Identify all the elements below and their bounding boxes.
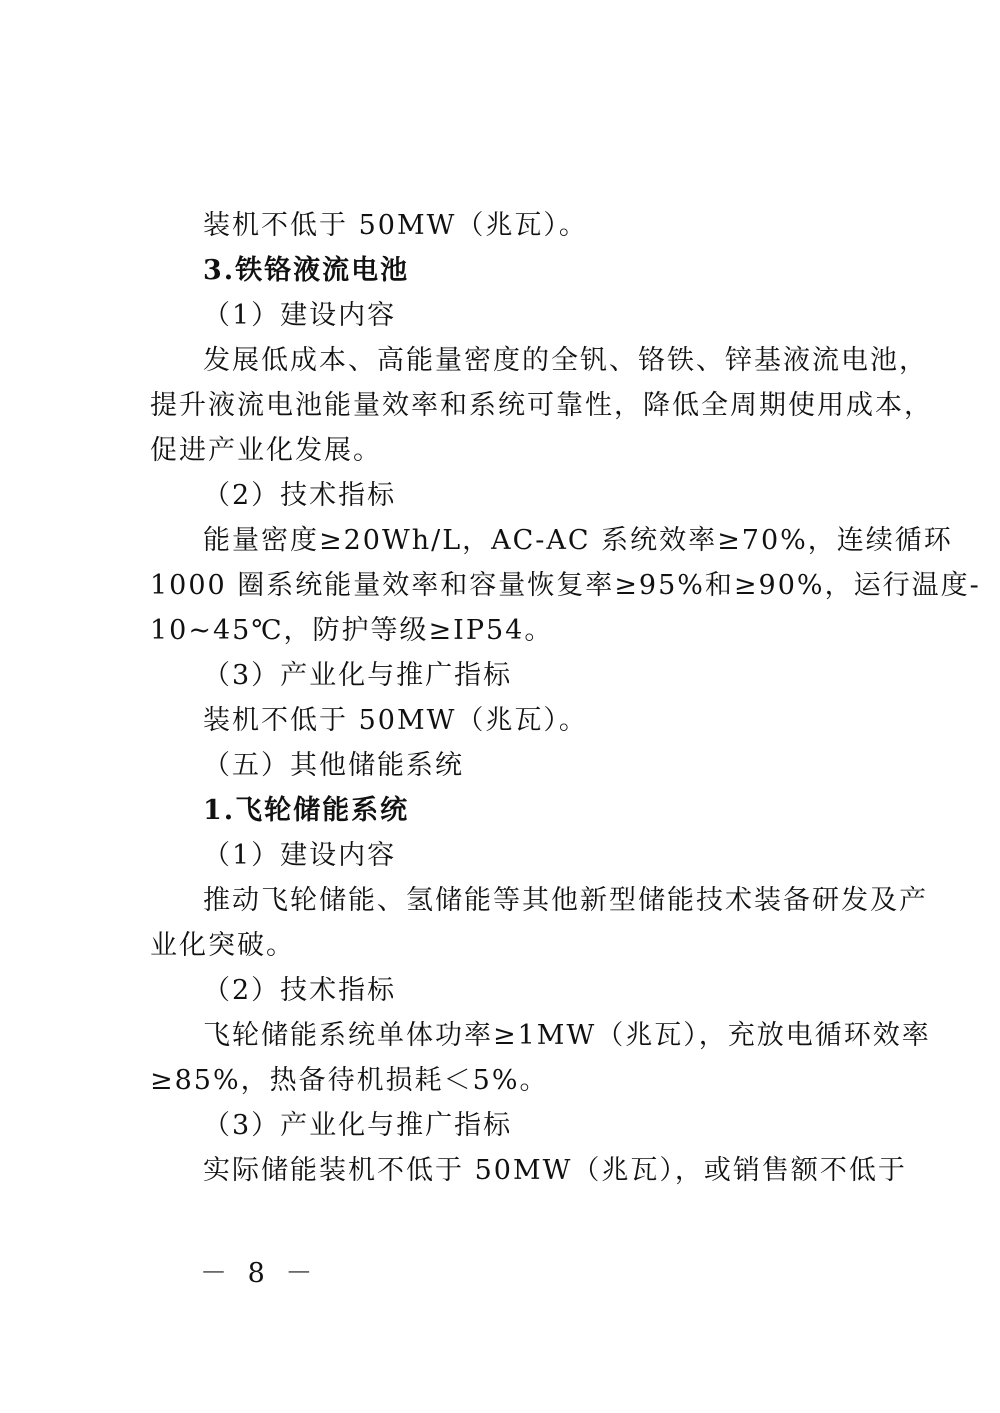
section-heading: 1.飞轮储能系统: [203, 795, 410, 826]
text-line: 业化突破。: [150, 930, 295, 961]
section-heading: 3.铁铬液流电池: [203, 255, 410, 286]
text-line: 实际储能装机不低于 50MW（兆瓦），或销售额不低于: [203, 1155, 907, 1186]
text-line: 装机不低于 50MW（兆瓦）。: [203, 705, 588, 736]
text-line: 发展低成本、高能量密度的全钒、铬铁、锌基液流电池，: [203, 345, 928, 376]
subsection-heading: （2）技术指标: [203, 480, 397, 511]
subsection-heading: （3）产业化与推广指标: [203, 660, 513, 691]
text-line: ≥85%，热备待机损耗＜5%。: [150, 1065, 549, 1096]
text-line: 推动飞轮储能、氢储能等其他新型储能技术装备研发及产: [203, 885, 928, 916]
text-line: 10~45℃，防护等级≥IP54。: [150, 615, 554, 646]
subsection-heading: （2）技术指标: [203, 975, 397, 1006]
text-line: 飞轮储能系统单体功率≥1MW（兆瓦），充放电循环效率: [203, 1020, 931, 1051]
subsection-heading: （1）建设内容: [203, 300, 397, 331]
text-line: 促进产业化发展。: [150, 435, 382, 466]
text-line: 提升液流电池能量效率和系统可靠性，降低全周期使用成本，: [150, 390, 933, 421]
section-heading: （五）其他储能系统: [203, 750, 464, 781]
text-line: 1000 圈系统能量效率和容量恢复率≥95%和≥90%，运行温度-: [150, 570, 981, 601]
subsection-heading: （1）建设内容: [203, 840, 397, 871]
subsection-heading: （3）产业化与推广指标: [203, 1110, 513, 1141]
text-line: 装机不低于 50MW（兆瓦）。: [203, 210, 588, 241]
text-line: 能量密度≥20Wh/L，AC-AC 系统效率≥70%，连续循环: [203, 525, 953, 556]
page-number: － 8 －: [200, 1258, 319, 1289]
